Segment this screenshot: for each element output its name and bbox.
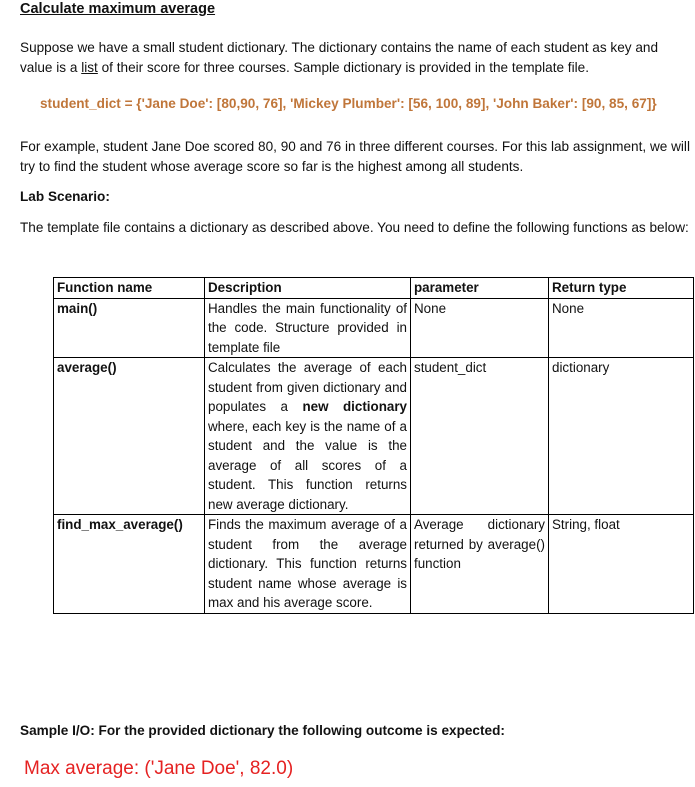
function-parameter: Average dictionary returned by average() function: [411, 515, 549, 614]
function-parameter: student_dict: [411, 358, 549, 515]
lab-scenario-heading: Lab Scenario:: [20, 189, 110, 204]
intro-text-end: of their score for three courses. Sample dictionary is provided in the template file.: [97, 60, 589, 75]
intro-paragraph: [20, 38, 690, 78]
functions-table: [53, 277, 694, 614]
function-name: find_max_average(): [54, 515, 205, 614]
sample-io-heading: Sample I/O: For the provided dictionary the following outcome is expected:: [20, 723, 505, 738]
desc-bold: new dictionary: [302, 399, 407, 414]
function-name: main(): [54, 298, 205, 358]
header-description: Description: [205, 278, 411, 299]
desc-text-end: where, each key is the name of a student and the value is the average of all scores of a student. This function returns new average dictionary.: [208, 418, 407, 512]
function-name: average(): [54, 358, 205, 515]
sample-output: Max average: ('Jane Doe', 82.0): [24, 758, 294, 779]
function-description: Handles the main functionality of the code. Structure provided in template file: [205, 298, 411, 358]
student-dict-code: student_dict = {'Jane Doe': [80,90, 76], 'Mickey Plumber': [56, 100, 89], 'John Baker': [90, 85, 67]}: [40, 96, 657, 111]
header-return-type: Return type: [549, 278, 694, 299]
intro-text: Suppose we have a small student dictionary. The dictionary contains the name of each student as key and value is a: [20, 40, 659, 75]
desc-text: Calculates the average of each student from given dictionary and populates a: [208, 360, 407, 414]
function-return-type: String, float: [549, 515, 694, 614]
function-description: [205, 358, 411, 515]
header-parameter: parameter: [411, 278, 549, 299]
function-return-type: None: [549, 298, 694, 358]
function-parameter: None: [411, 298, 549, 358]
header-function-name: Function name: [54, 278, 205, 299]
table-row: [54, 358, 694, 515]
example-paragraph: For example, student Jane Doe scored 80, 90 and 76 in three different courses. For this lab assignment, we will try to find the student whose average score so far is the highest among all students.: [20, 139, 690, 174]
page-title: Calculate maximum average: [20, 1, 216, 17]
function-return-type: dictionary: [549, 358, 694, 515]
table-header-row: [54, 278, 694, 299]
list-link[interactable]: list: [81, 60, 98, 75]
lab-scenario-text: The template file contains a dictionary as described above. You need to define the following functions as below:: [20, 220, 689, 235]
function-description: Finds the maximum average of a student from the average dictionary. This function returns student name whose average is max and his average score.: [205, 515, 411, 614]
table-row: [54, 298, 694, 358]
table-row: [54, 515, 694, 614]
